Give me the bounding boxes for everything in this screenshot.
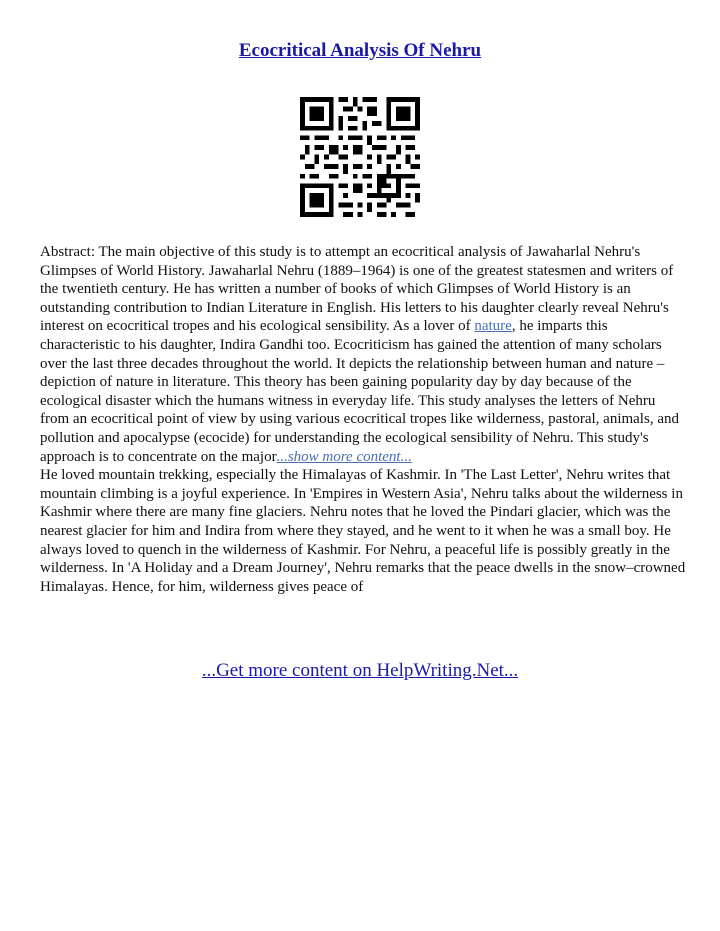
cta-container bbox=[0, 660, 720, 682]
nature-link[interactable]: nature bbox=[474, 318, 512, 335]
abstract-text-end: , he imparts this characteristic to his daughter, Indira Gandhi too. Ecocriticism has gained the attention of many scholars over the last three decades throughout the world. It depicts the relationship between human and nature – depiction of nature in literature. This theory has been gaining popularity day by day because of the ecological disaster which the humans witness in everyday life. This study analyses the letters of Nehru from an ecocritical point of view by using various ecocritical tropes like wilderness, pastoral, animals, and pollution and apocalypse (ecocide) for understanding the ecological sensibility of Nehru. This study's approach is to concentrate on the major bbox=[40, 318, 679, 465]
qr-code-icon bbox=[300, 97, 420, 217]
title-container bbox=[0, 40, 720, 62]
article-body bbox=[40, 243, 688, 596]
show-more-link[interactable]: ...show more content... bbox=[276, 448, 412, 465]
abstract-paragraph bbox=[40, 243, 688, 466]
get-more-content-link[interactable]: ...Get more content on HelpWriting.Net... bbox=[201, 660, 519, 681]
page-title[interactable]: Ecocritical Analysis Of Nehru bbox=[238, 40, 482, 61]
abstract-text-start: Abstract: The main objective of this study is to attempt an ecocritical analysis of Jawaharlal Nehru's Glimpses of World History. Jawaharlal Nehru (1889–1964) is one of the greatest statesmen and writers of the twentieth century. He has written a number of books of which Glimpses of World History is an outstanding contribution to Indian Literature in English. His letters to his daughter clearly reveal Nehru's interest on ecocritical tropes and his ecological sensibility. As a lover of bbox=[40, 244, 674, 335]
body-paragraph: He loved mountain trekking, especially the Himalayas of Kashmir. In 'The Last Letter', Nehru writes that mountain climbing is a joyful experience. In 'Empires in Western Asia', Nehru talks about the wilderness in Kashmir where there are many fine glaciers. Nehru notes that he loved the Pindari glacier, which was the nearest glacier for him and Indira from where they stayed, and he went to it when he was a small boy. He always loved to quench in the wilderness of Kashmir. For Nehru, a peaceful life is possibly greatly in the wilderness. In 'A Holiday and a Dream Journey', Nehru remarks that the peace dwells in the snow–crowned Himalayas. Hence, for him, wilderness gives peace of bbox=[40, 467, 686, 595]
